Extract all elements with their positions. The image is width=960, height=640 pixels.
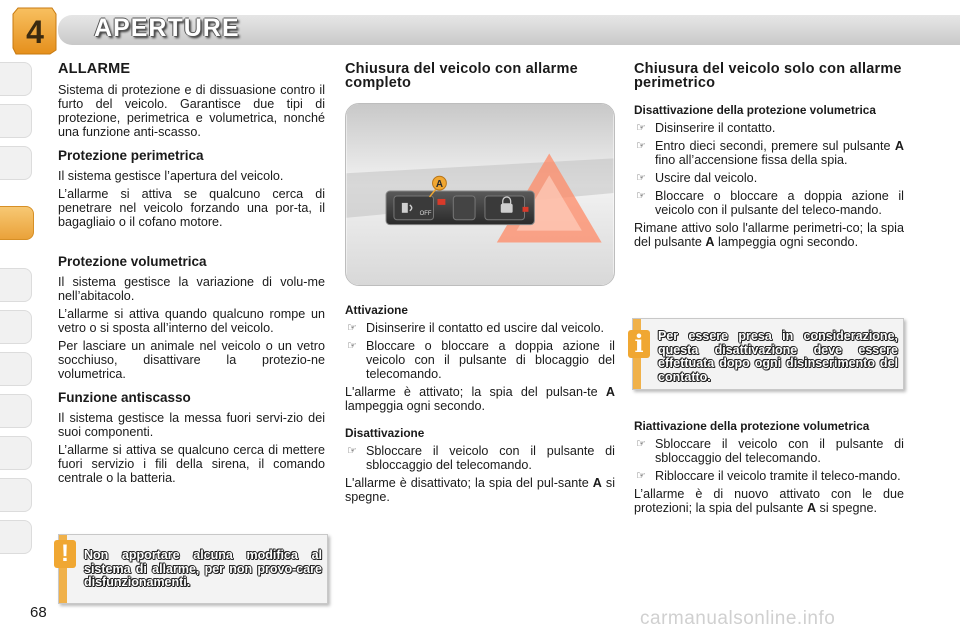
warning-icon: ! (54, 540, 76, 568)
button-a-callout: A (435, 179, 444, 191)
chapter-badge (12, 6, 58, 56)
disattivazione-title: Disattivazione (345, 426, 425, 440)
side-tab-9 (0, 436, 32, 470)
section-title-allarme-perimetrico: Chiusura del veicolo solo con allarme perimetrico (634, 61, 902, 91)
side-tab-2 (0, 104, 32, 138)
disattivazione-vol-status: Rimane attivo solo l'allarme perimetri-co; la spia del pulsante A lampeggia ogni secondo. (634, 221, 904, 249)
page-title: APERTURE (94, 14, 240, 42)
volumetrica-paragraph-3: Per lasciare un animale nel veicolo o un vetro socchiuso, disattivare la protezio-ne volumetrica. (58, 339, 325, 381)
page-number: 68 (30, 604, 47, 621)
right-column-lower (634, 412, 904, 519)
side-tab-active (0, 206, 34, 240)
attivazione-title: Attivazione (345, 303, 408, 317)
warning-text: Non apportare alcuna modifica al sistema di allarme, per non provo-care disfunzionamenti. (84, 548, 322, 589)
side-tab-8 (0, 394, 32, 428)
disattivazione-status: L'allarme è disattivato; la spia del pul-sante A si spegne. (345, 476, 615, 504)
pointer-icon: ☞ (347, 340, 357, 352)
subsection-title-antiscasso: Funzione antiscasso (58, 390, 191, 405)
list-item: ☞ Sbloccare il veicolo con il pulsante di sbloccaggio del telecomando. (347, 444, 615, 472)
list-item: ☞ Sbloccare il veicolo con il pulsante di sbloccaggio del telecomando. (636, 437, 904, 465)
side-tab-7 (0, 352, 32, 386)
riattivazione-list (634, 437, 904, 483)
info-text: Per essere presa in considerazione, questa disattivazione deve essere effettuata dopo ogni disinserimento del contatto. (658, 329, 898, 384)
subsection-title-volumetrica: Protezione volumetrica (58, 254, 207, 269)
watermark: carmanualsonline.info (640, 608, 836, 629)
side-tab-11 (0, 520, 32, 554)
list-item: ☞ Disinserire il contatto ed uscire dal veicolo. (347, 321, 604, 335)
info-icon: i (628, 330, 650, 358)
pointer-icon: ☞ (347, 445, 357, 457)
antiscasso-paragraph-2: L’allarme si attiva se qualcuno cerca di mettere fuori servizio i fili della sirena, il comando centrale o la batteria. (58, 443, 325, 485)
riattivazione-title: Riattivazione della protezione volumetrica (634, 419, 870, 433)
list-item: ☞ Ribloccare il veicolo tramite il teleco-mando. (636, 469, 901, 483)
side-tab-10 (0, 478, 32, 512)
volumetrica-paragraph-1: Il sistema gestisce la variazione di volu-me nell’abitacolo. (58, 275, 325, 303)
riattivazione-status: L’allarme è di nuovo attivato con le due protezioni; la spia del pulsante A si spegne. (634, 487, 904, 515)
list-item: ☞ Uscire dal veicolo. (636, 171, 758, 185)
off-label: OFF (419, 210, 432, 217)
side-tab-6 (0, 310, 32, 344)
volumetrica-paragraph-2: L’allarme si attiva quando qualcuno rompe un vetro o si sposta all’interno del veicolo. (58, 307, 325, 335)
pointer-icon: ☞ (636, 172, 646, 184)
side-tab-strip (0, 62, 34, 582)
antiscasso-paragraph-1: Il sistema gestisce la messa fuori servi-zio dei suoi componenti. (58, 411, 325, 439)
side-tab-1 (0, 62, 32, 96)
pointer-icon: ☞ (347, 322, 357, 334)
pointer-icon: ☞ (636, 438, 646, 450)
disattivazione-vol-list (634, 121, 904, 217)
right-column (634, 62, 904, 253)
attivazione-status: L'allarme è attivato; la spia del pulsan-te A lampeggia ogni secondo. (345, 385, 615, 413)
attivazione-list (345, 321, 615, 381)
list-item: ☞ Disinserire il contatto. (636, 121, 776, 135)
pointer-icon: ☞ (636, 190, 646, 202)
section-title-allarme: ALLARME (58, 61, 131, 77)
perimetrica-paragraph-1: Il sistema gestisce l’apertura del veicolo. (58, 169, 284, 183)
section-title-allarme-completo: Chiusura del veicolo con allarme completo (345, 61, 578, 91)
disattivazione-vol-title: Disattivazione della protezione volumetrica (634, 103, 876, 117)
left-column (58, 62, 325, 489)
side-tab-5 (0, 268, 32, 302)
list-item: ☞ Bloccare o bloccare a doppia azione il veicolo con il pulsante di blocaggio del telecomando. (347, 339, 615, 381)
subsection-title-perimetrica: Protezione perimetrica (58, 148, 204, 163)
chapter-number: 4 (26, 14, 44, 50)
disattivazione-list (345, 444, 615, 472)
side-tab-3 (0, 146, 32, 180)
perimetrica-paragraph-2: L’allarme si attiva se qualcuno cerca di penetrare nel veicolo forzando una por-ta, il bagagliaio o il cofano motore. (58, 187, 325, 229)
list-item: ☞ Bloccare o bloccare a doppia azione il veicolo con il pulsante del teleco-mando. (636, 189, 904, 217)
pointer-icon: ☞ (636, 470, 646, 482)
pointer-icon: ☞ (636, 122, 646, 134)
alarm-button-photo (345, 103, 615, 286)
middle-column-lower (345, 296, 615, 508)
list-item: ☞ Entro dieci secondi, premere sul pulsante A fino all’accensione fissa della spia. (636, 139, 904, 167)
intro-paragraph: Sistema di protezione e di dissuasione contro il furto del veicolo. Garantisce due tipi di protezione, perimetrica e volumetrica, nonché una funzione anti-scasso. (58, 83, 325, 139)
pointer-icon: ☞ (636, 140, 646, 152)
middle-column (345, 62, 615, 97)
